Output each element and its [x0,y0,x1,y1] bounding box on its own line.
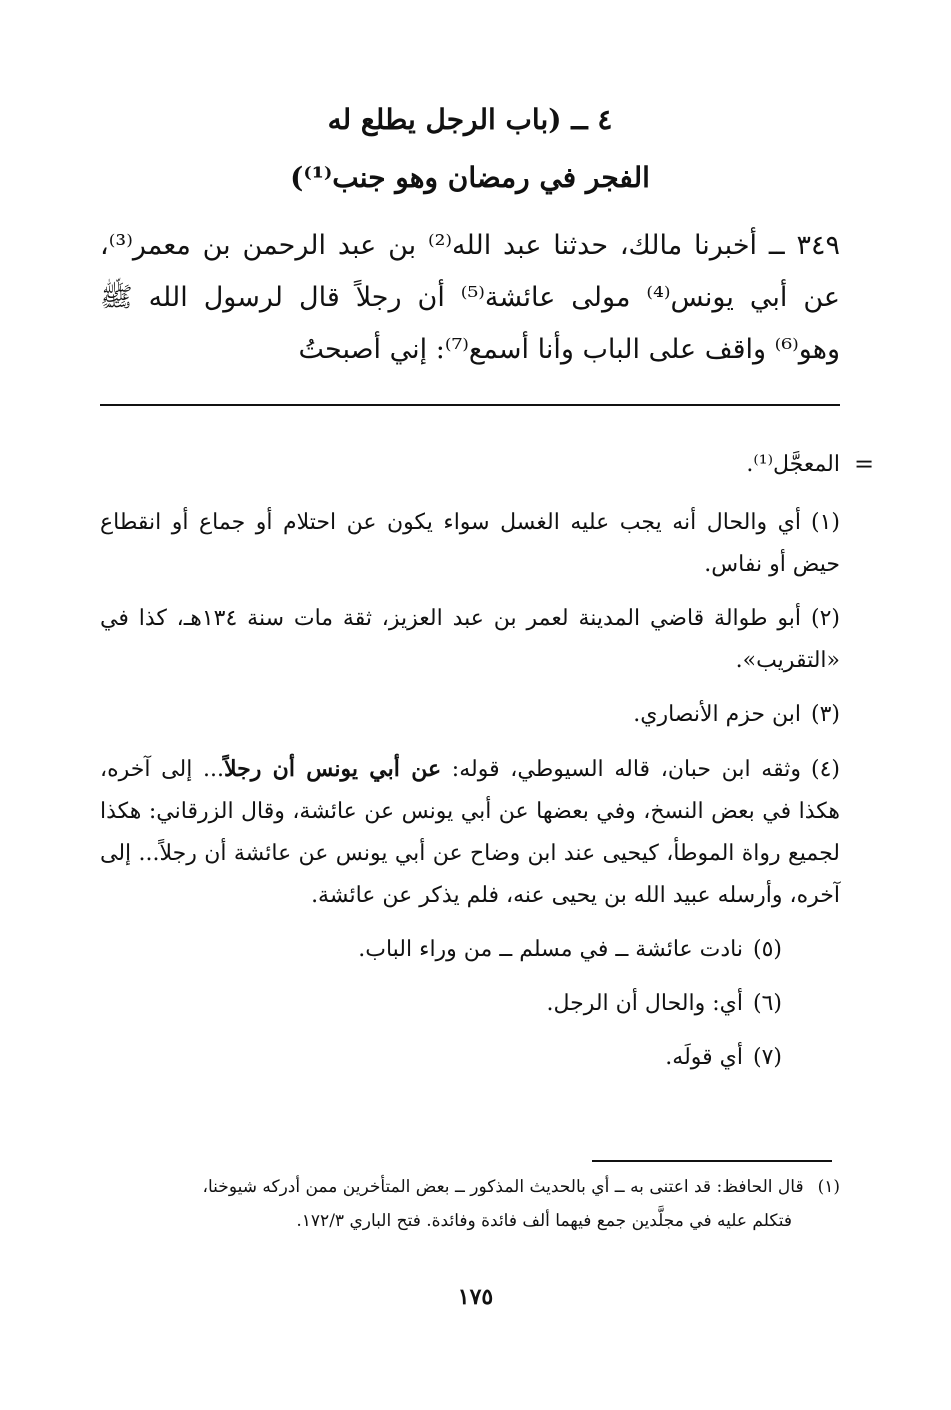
footnote-text: أي: والحال أن الرجل. [546,991,743,1016]
editor-note-separator [592,1160,832,1162]
editor-footnote-line-1 [100,1170,840,1204]
footnote-number: (٣) [810,702,840,727]
footnote-text: أي والحال أنه يجب عليه الغسل سواء يكون عن احتلام أو جماع أو انقطاع حيض أو نفاس. [100,510,840,577]
footnote-number: (١) [810,510,840,535]
footnote-text-after: ... إلى آخره، هكذا في بعض النسخ، وفي بعضها عن أبي يونس عن عائشة، وقال الزرقاني: هكذا لجميع رواة الموطأ، كيحيى عند ابن وضاح عن أبي يونس عن عائشة أن رجلاً... إلى آخره، وأرسله عبيد الله بن يحيى عنه، فلم يذكر عن عائشة. [100,757,840,908]
footnote-number: (٦) [752,991,782,1016]
editor-footnote-number: (١) [817,1177,840,1197]
footnote-3 [100,694,840,736]
footnote-text: أبو طوالة قاضي المدينة لعمر بن عبد العزيز، ثقة مات سنة ١٣٤هـ، كذا في «التقريب». [100,606,840,673]
footnote-text-before: وثقه ابن حبان، قاله السيوطي، قوله: [441,757,801,782]
continued-footnote: المعجَّل⁽¹⁾. [746,452,840,477]
footnote-4 [100,748,840,917]
footnote-number: (٤) [810,757,840,782]
chapter-title-line-1: ٤ ــ (باب الرجل يطلع له [327,103,613,136]
footnote-text: ابن حزم الأنصاري. [633,702,801,727]
editor-footnote-text-1: قال الحافظ: قد اعتنى به ــ أي بالحديث المذكور ــ بعض المتأخرين ممن أدركه شيوخنا، [202,1177,804,1197]
footnote-5 [100,929,840,971]
footnote-number: (٢) [810,606,840,631]
footnote-number: (٥) [752,937,782,962]
footnote-lemma: عن أبي يونس أن رجلاً [223,756,442,782]
footnote-7 [100,1037,840,1079]
chapter-title-line-2: الفجر في رمضان وهو جنب⁽¹⁾) [290,161,650,194]
main-text-separator [100,404,840,406]
hadith-text: ٣٤٩ ــ أخبرنا مالك، حدثنا عبد الله⁽²⁾ بن عبد الرحمن بن معمر⁽³⁾، عن أبي يونس⁽⁴⁾ مولى عائشة⁽⁵⁾ أن رجلاً قال لرسول الله ﷺ وهو⁽⁶⁾ واقف على الباب وأنا أسمع⁽⁷⁾: إني أصبحتُ [100,230,841,365]
footnotes [100,444,840,1091]
editor-footnote [100,1170,840,1238]
footnote-number: (٧) [752,1045,782,1070]
footnote-1 [100,502,840,586]
continuation-mark: = [854,450,875,478]
footnote-6 [100,983,840,1025]
editor-footnote-line-2: فتكلم عليه في مجلَّدين جمع فيهما ألف فائدة وفائدة. فتح الباري ١٧٢/٣. [296,1211,792,1231]
footnote-text: نادت عائشة ــ في مسلم ــ من وراء الباب. [358,937,743,962]
footnote-text: أي قولَه. [665,1045,743,1070]
page-number: ١٧٥ [457,1284,494,1310]
footnote-2 [100,598,840,682]
